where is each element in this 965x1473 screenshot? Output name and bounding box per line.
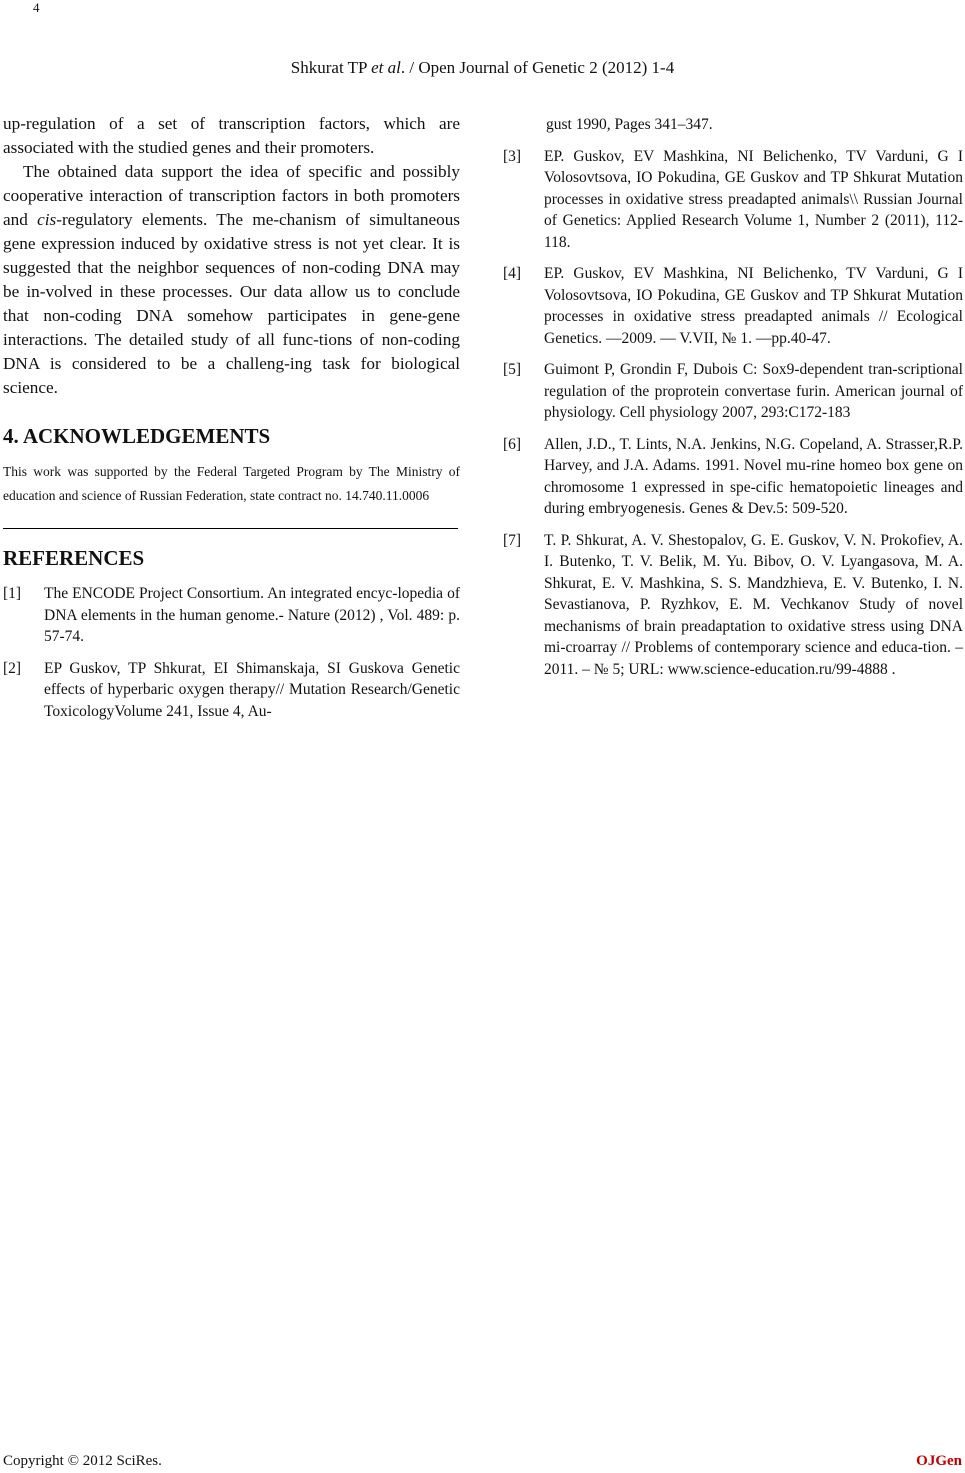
body-paragraph-2-part-a: The obtained data support the idea of specific and possibly cooperative interaction of transcription factors in both promoters and: [3, 162, 460, 229]
acknowledgements-text: This work was supported by the Federal Targeted Program by The Ministry of education and science of Russian Federation, state contract no. 14.740.11.0006: [3, 464, 460, 503]
running-head-etal: et al: [371, 58, 401, 77]
right-column: [503, 112, 963, 680]
cis-term: cis: [37, 210, 57, 229]
reference-text: EP. Guskov, EV Mashkina, NI Belichenko, TV Varduni, G I Volosovtsova, IO Pokudina, GE Guskov and TP Shkurat Mutation processes in oxidative stress preadapted animals\\ Russian Journal of Genetics: Applied Research Volume 1, Number 2 (2011), 112-118.: [544, 147, 963, 251]
reference-number: [1]: [3, 585, 22, 602]
reference-item: [503, 359, 963, 424]
acknowledgements-heading: 4. ACKNOWLEDGEMENTS: [3, 424, 271, 448]
running-head: [0, 58, 965, 78]
reference-number: [7]: [503, 531, 522, 549]
reference-text: EP Guskov, TP Shkurat, EI Shimanskaja, SI Guskova Genetic effects of hyperbaric oxygen therapy// Mutation Research/Genetic ToxicologyVolume 241, Issue 4, Au-: [44, 659, 460, 720]
reference-item: [3, 583, 460, 648]
reference-item: [503, 263, 963, 349]
reference-text: The ENCODE Project Consortium. An integrated encyc-lopedia of DNA elements in the human genome.- Nature (2012) , Vol. 489: p. 57-74.: [44, 585, 460, 645]
reference-text: Allen, J.D., T. Lints, N.A. Jenkins, N.G. Copeland, A. Strasser,R.P. Harvey, and J.A. Adams. 1991. Novel mu-rine homeo box gene on chromosome 1 expressed in spe-cific hematopoietic lineages and during embryogenesis. Genes & Dev.5: 509-520.: [544, 435, 963, 517]
body-paragraph-2-part-b: -regulatory elements. The me-chanism of simultaneous gene expression induced by oxidative stress is not yet clear. It is suggested that the neighbor sequences of non-coding DNA may be in-volved in these processes. Our data allow us to conclude that non-coding DNA somehow participates in gene-gene interactions. The detailed study of all func-tions of non-coding DNA is considered to be a challeng-ing task for biological science.: [3, 210, 460, 397]
references-heading: REFERENCES: [3, 546, 145, 570]
running-head-authors: Shkurat TP: [290, 58, 372, 77]
section-divider: [3, 528, 458, 529]
body-paragraph-2: [3, 160, 460, 400]
body-paragraph-1: up-regulation of a set of transcription factors, which are associated with the studied genes and their promoters.: [3, 114, 460, 157]
footer-journal-abbrev: OJGen: [916, 1453, 962, 1469]
reference-item: [503, 530, 963, 681]
reference-item: [3, 658, 460, 723]
reference-number: [3]: [503, 147, 522, 165]
left-column: [3, 112, 460, 722]
reference-text: T. P. Shkurat, A. V. Shestopalov, G. E. Guskov, V. N. Prokofiev, A. I. Butenko, T. V. Belik, M. Yu. Bibov, O. V. Lyangasova, M. A. Shkurat, E. V. Mashkina, S. S. Mandzhieva, E. V. Butenko, I. N. Sevastianova, P. Ryzhkov, E. M. Vechkanov Study of novel mechanisms of brain preadaptation to oxidative stress using DNA mi-croarray // Problems of contemporary science and educa-tion. – 2011. – № 5; URL: www.science-education.ru/99-4888 .: [544, 531, 963, 678]
page-number: 4: [33, 0, 40, 15]
reference-number: [6]: [503, 435, 522, 453]
reference-text: EP. Guskov, EV Mashkina, NI Belichenko, TV Varduni, G I Volosovtsova, IO Pokudina, GE Guskov and TP Shkurat Mutation processes in oxidative stress preadapted animals // Ecological Genetics. —2009. — V.VII, № 1. —pp.40-47.: [544, 265, 963, 347]
reference-number: [2]: [3, 659, 22, 677]
footer-copyright: Copyright © 2012 SciRes.: [3, 1453, 162, 1469]
reference-item: [503, 434, 963, 520]
reference-number: [4]: [503, 265, 522, 282]
reference-item: [503, 146, 963, 254]
reference-text: Guimont P, Grondin F, Dubois C: Sox9-dependent tran-scriptional regulation of the proprotein convertase furin. American journal of physiology. Cell physiology 2007, 293:C172-183: [544, 361, 963, 421]
reference-number: [5]: [503, 361, 522, 378]
running-head-journal: . / Open Journal of Genetic 2 (2012) 1-4: [400, 58, 675, 77]
reference-continuation: gust 1990, Pages 341–347.: [546, 116, 713, 133]
